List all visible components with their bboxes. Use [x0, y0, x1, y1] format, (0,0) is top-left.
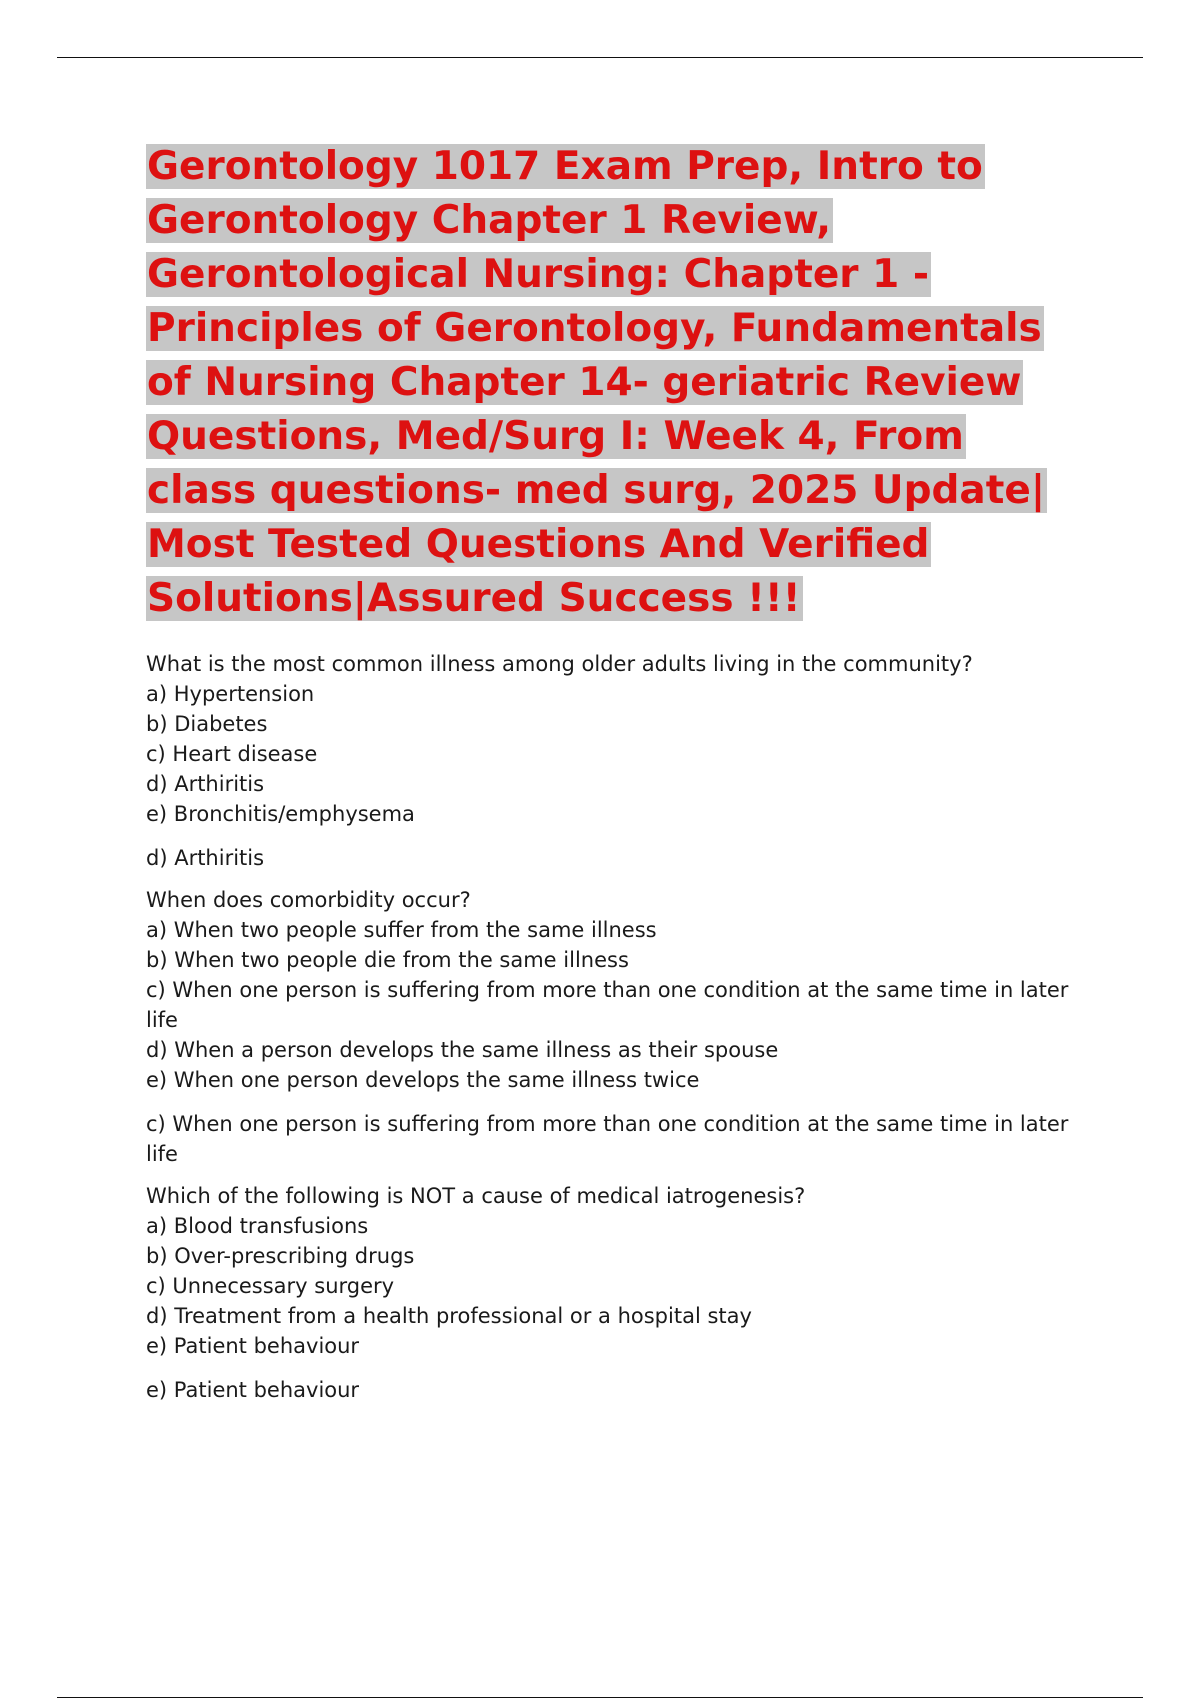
question-block-1 [146, 650, 1086, 873]
question-text: Which of the following is NOT a cause of medical iatrogenesis? [146, 1184, 806, 1208]
document-title [146, 140, 1086, 626]
document-body [146, 140, 1086, 1418]
option-d: d) When a person develops the same illness as their spouse [146, 1038, 779, 1062]
option-a: a) Hypertension [146, 682, 315, 706]
question-text: When does comorbidity occur? [146, 888, 471, 912]
bottom-rule [57, 1697, 1143, 1698]
document-title-text: Gerontology 1017 Exam Prep, Intro to Gerontology Chapter 1 Review, Gerontological Nursing: Chapter 1 - Principles of Gerontology, Fundamentals of Nursing Chapter 14- geriatric Review Questions, Med/Surg I: Week 4, From class questions- med surg, 2025 Update| Most Tested Questions And Verified Solutions|Assured Success !!! [147, 144, 1046, 621]
options-list [146, 915, 1086, 1095]
option-e: e) When one person develops the same illness twice [146, 1068, 700, 1092]
option-b: b) Diabetes [146, 712, 268, 736]
options-list [146, 679, 1086, 829]
option-b: b) When two people die from the same illness [146, 948, 629, 972]
option-d: d) Treatment from a health professional or a hospital stay [146, 1304, 752, 1328]
option-c: c) Unnecessary surgery [146, 1274, 395, 1298]
option-a: a) Blood transfusions [146, 1214, 369, 1238]
answer-text: c) When one person is suffering from more than one condition at the same time in later life [146, 1112, 1069, 1166]
option-c: c) When one person is suffering from more than one condition at the same time in later life [146, 978, 1069, 1032]
top-rule [57, 57, 1143, 58]
option-a: a) When two people suffer from the same illness [146, 918, 657, 942]
question-block-2 [146, 886, 1086, 1169]
question-text: What is the most common illness among older adults living in the community? [146, 652, 973, 676]
options-list [146, 1211, 1086, 1361]
option-c: c) Heart disease [146, 742, 318, 766]
answer-text: d) Arthiritis [146, 846, 265, 870]
option-e: e) Bronchitis/emphysema [146, 802, 415, 826]
option-d: d) Arthiritis [146, 772, 265, 796]
option-b: b) Over-prescribing drugs [146, 1244, 415, 1268]
question-block-3 [146, 1182, 1086, 1405]
option-e: e) Patient behaviour [146, 1334, 360, 1358]
answer-text: e) Patient behaviour [146, 1378, 360, 1402]
